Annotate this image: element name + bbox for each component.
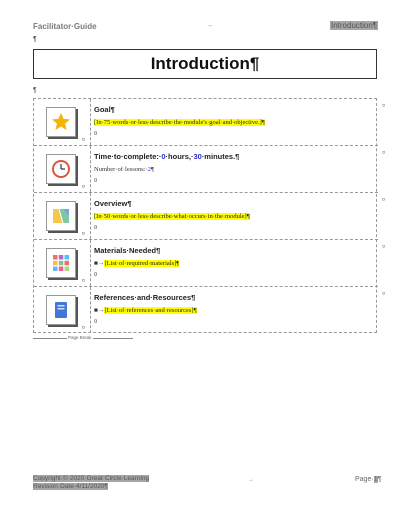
bullet-arrow: ■→	[94, 260, 105, 267]
icon-cell	[34, 146, 91, 192]
icon-cell	[34, 99, 91, 145]
cell-end-mark: ¤	[94, 131, 98, 137]
cell-end-mark: ¤	[94, 225, 98, 231]
hours-label: ·hours,·	[165, 152, 194, 161]
row-end-mark: ¤	[382, 291, 385, 297]
page-number-field: 1	[373, 476, 378, 483]
row-heading: References·and·Resources¶	[94, 293, 196, 302]
row-content[interactable]	[94, 199, 374, 231]
star-icon	[46, 107, 76, 137]
cell-end-mark: ¤	[82, 325, 85, 331]
book-icon	[46, 295, 76, 325]
footer-revision: Revision·Date·4/11/2020¶	[33, 483, 108, 490]
table-row-goal[interactable]	[34, 99, 385, 146]
footer-left[interactable]	[33, 475, 149, 491]
cell-end-mark: ¤	[82, 278, 85, 284]
row-text	[94, 119, 374, 126]
table-row-materials[interactable]	[34, 240, 385, 287]
clock-icon	[46, 154, 76, 184]
placeholder-text[interactable]: [In·75·words·or·less·describe·the·module's·goal·and·objective.]¶	[94, 119, 265, 126]
footer-copyright: Copyright·©·2020·Great·Circle·Learning	[33, 475, 150, 482]
map-icon	[46, 201, 76, 231]
page-break-label: Page Break	[68, 335, 92, 340]
minutes-field[interactable]: 30	[193, 152, 202, 161]
row-content[interactable]	[94, 293, 374, 325]
time-label: Time·to·complete:·	[94, 152, 162, 161]
page-break[interactable]	[33, 335, 133, 341]
footer-page-label: Page·	[355, 476, 374, 483]
header-tab-arrow: →	[206, 22, 213, 29]
materials-grid-icon	[46, 248, 76, 278]
lessons-field[interactable]: 2	[147, 166, 152, 173]
row-content[interactable]	[94, 152, 374, 184]
minutes-label: ·minutes.¶	[201, 152, 240, 161]
cell-end-mark: ¤	[94, 178, 98, 184]
placeholder-text[interactable]: [In·50·words·or·less·describe·what·occurs·in·the·module]¶	[94, 213, 250, 220]
page-title: Introduction¶	[150, 54, 260, 73]
icon-cell	[34, 193, 91, 239]
cell-end-mark: ¤	[82, 184, 85, 190]
paragraph-mark: ¶	[377, 476, 382, 483]
row-heading: Goal¶	[94, 105, 115, 114]
paragraph-mark: ¶	[151, 166, 154, 173]
paragraph-mark: ¶	[33, 36, 37, 43]
row-heading	[94, 152, 374, 161]
row-text	[94, 166, 374, 173]
row-end-mark: ¤	[382, 150, 385, 156]
row-content[interactable]	[94, 105, 374, 137]
row-text	[94, 213, 374, 220]
row-heading: Materials·Needed¶	[94, 246, 161, 255]
footer-page-number[interactable]	[355, 476, 381, 483]
cell-end-mark: ¤	[82, 231, 85, 237]
table-row-references[interactable]	[34, 287, 385, 333]
bullet-arrow: ■→	[94, 307, 105, 314]
paragraph-mark: ¶	[33, 87, 37, 94]
hours-field[interactable]: 0	[161, 152, 166, 161]
page-break-line	[93, 338, 133, 339]
header-right-text[interactable]: Introduction¶	[331, 21, 378, 30]
lessons-label: Number·of·lessons:·	[94, 166, 148, 173]
placeholder-text[interactable]: [List·of·required·materials]¶	[104, 260, 180, 267]
row-text	[94, 307, 374, 314]
table-row-overview[interactable]	[34, 193, 385, 240]
icon-cell	[34, 287, 91, 333]
cell-end-mark: ¤	[94, 272, 98, 278]
row-end-mark: ¤	[382, 103, 385, 109]
row-text	[94, 260, 374, 267]
placeholder-text[interactable]: [List·of·references·and·resources]¶	[104, 307, 197, 314]
row-end-mark: ¤	[382, 244, 385, 250]
row-content[interactable]	[94, 246, 374, 278]
cell-end-mark: ¤	[82, 137, 85, 143]
cell-end-mark: ¤	[94, 319, 98, 325]
row-heading: Overview¶	[94, 199, 132, 208]
table-row-time[interactable]	[34, 146, 385, 193]
row-end-mark: ¤	[382, 197, 385, 203]
title-box[interactable]	[33, 49, 377, 79]
intro-table[interactable]	[33, 98, 385, 333]
page-break-line	[33, 338, 67, 339]
icon-cell	[34, 240, 91, 286]
header-left-text: Facilitator·Guide	[33, 22, 97, 31]
footer-tab-arrow: →	[248, 477, 254, 483]
